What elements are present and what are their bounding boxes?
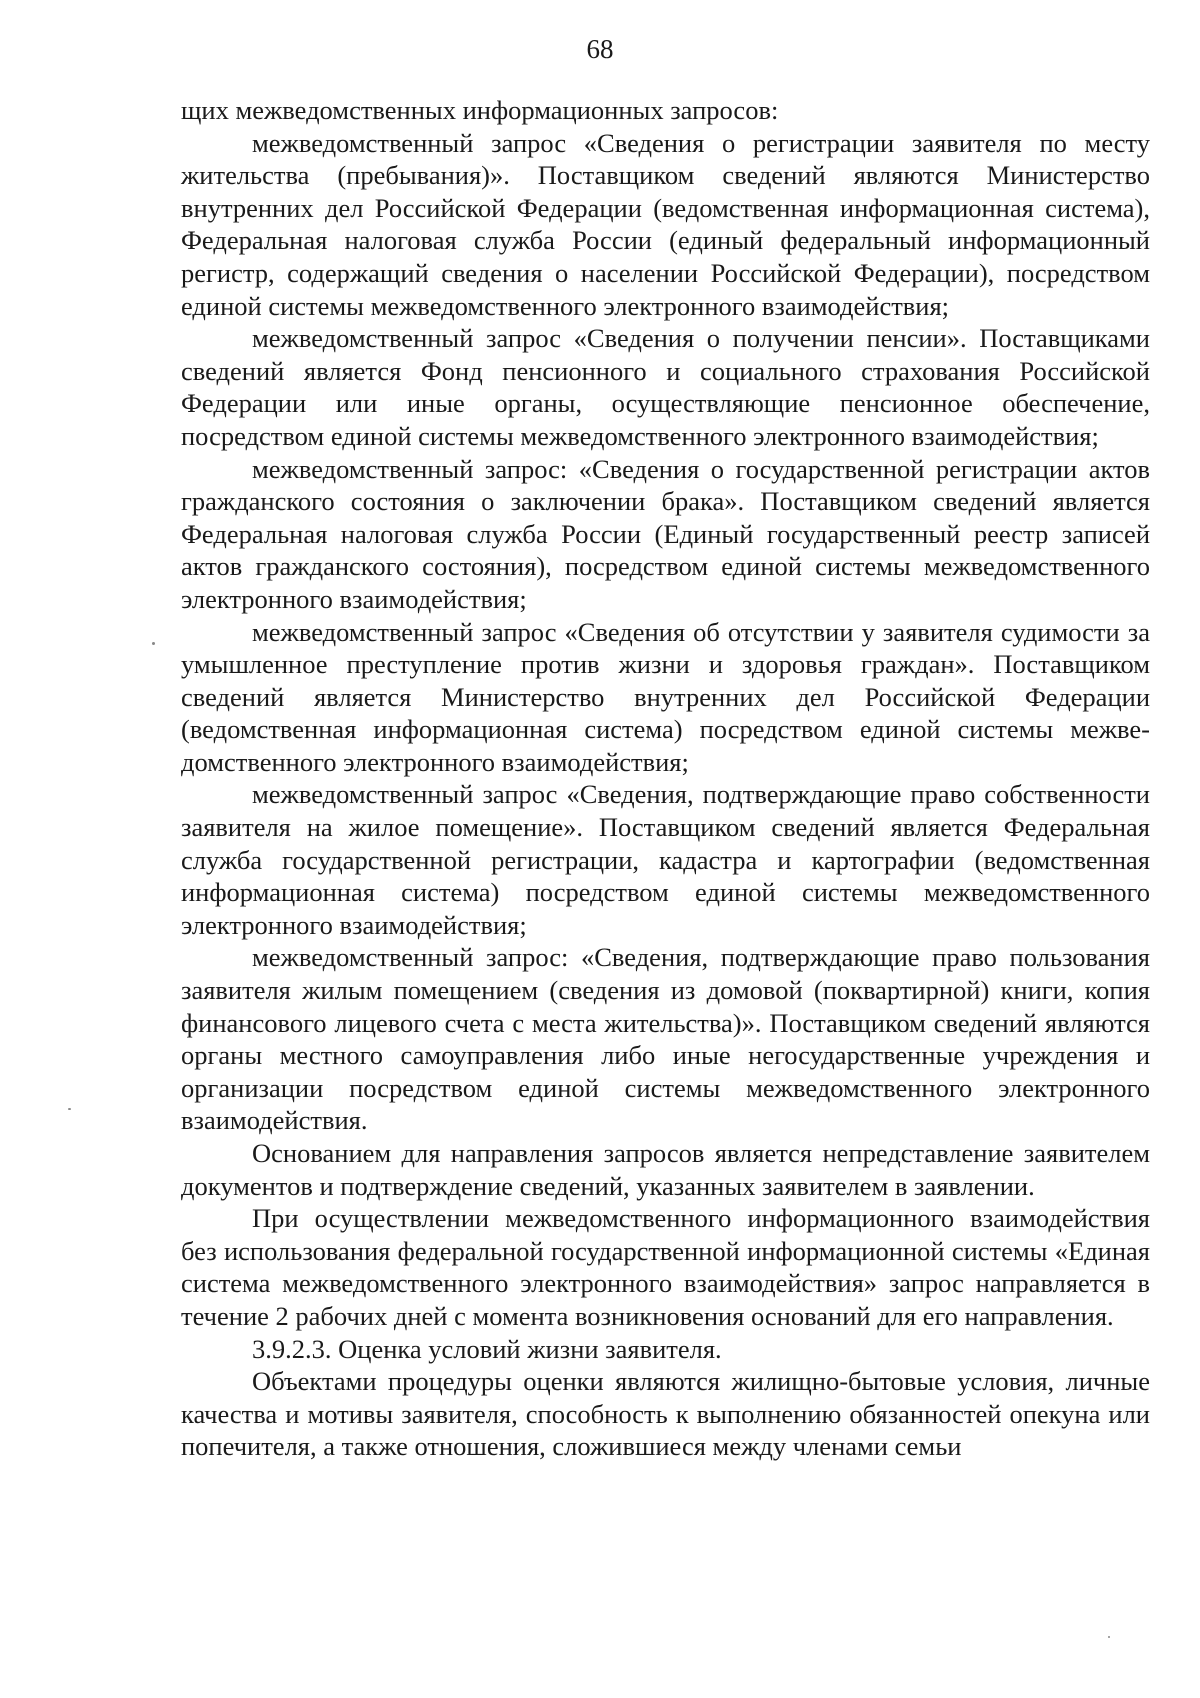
paragraph-grounds: Основанием для направления запросов является непредставление заявителем документов и подтверждение сведений, указанных заявителем в заявлении. xyxy=(181,1138,1150,1201)
paragraph-request-marriage: межведомственный запрос: «Сведения о государственной регистрации актов гражданского состояния о заключении брака». Поставщиком сведений является Федеральная налоговая служба России (Единый государственный реестр записей актов гражданского состояния), посредством единой системы межведомственного электронного взаимодействия; xyxy=(181,453,1150,614)
scan-speck xyxy=(1108,1636,1110,1638)
scan-speck xyxy=(68,1108,71,1110)
paragraph-assessment-objects: Объектами процедуры оценки являются жилищно-бытовые условия, личные качества и мотивы заявителя, способность к выполнению обязанностей опекуна или попечителя, а также отношения, сложившиеся между членами семьи xyxy=(181,1366,1150,1462)
page-number: 68 xyxy=(586,34,614,64)
paragraph-request-pension: межведомственный запрос «Сведения о получении пенсии». Поставщиками сведений является Фонд пенсионного и социального страхования Российской Федерации или иные органы, осуществляющие пенсионное обеспечение, посредством единой системы межведомственного электронного взаимодействия; xyxy=(181,323,1150,451)
paragraph-continuation: щих межведомственных информационных запросов: xyxy=(181,95,779,125)
paragraph-interaction-deadline: При осуществлении межведомственного информационного взаимодействия без использования федеральной государственной информационной системы «Единая система межведомственного электронного взаимодействия» запрос направляется в течение 2 рабочих дней с момента возникновения оснований для его направления. xyxy=(181,1203,1150,1331)
paragraph-request-ownership: межведомственный запрос «Сведения, подтверждающие право собственности заявителя на жилое помещение». Поставщиком сведений является Федеральная служба государственной регистрации, кадастра и картографии (ведомственная информационная система) посредством единой системы межведомственного электронного взаимодействия; xyxy=(181,779,1150,940)
section-heading-living-conditions: 3.9.2.3. Оценка условий жизни заявителя. xyxy=(252,1333,722,1364)
paragraph-request-usage-rights: межведомственный запрос: «Сведения, подтверждающие право пользования заявителя жилым помещением (сведения из домовой (поквартирной) книги, копия финансового лицевого счета с места жительства)». Поставщиком сведений являются органы местного самоуправления либо иные негосударственные учреждения и организации посредством единой системы межведомственного электронного взаимодействия. xyxy=(181,942,1150,1136)
paragraph-request-residence: межведомственный запрос «Сведения о регистрации заявителя по месту жительства (пребывания)». Поставщиком сведений являются Министерство внутренних дел Российской Федерации (ведомственная информационная система), Федеральная налоговая служба России (единый федеральный информационный регистр, содержащий сведения о населении Российской Федерации), посредством единой системы межведомственного электронного взаимодействия; xyxy=(181,127,1150,321)
document-body xyxy=(181,94,1150,1463)
paragraph-request-criminal-record: межведомственный запрос «Сведения об отсутствии у заявителя судимости за умышленное преступление против жизни и здоровья граждан». Поставщиком сведений является Министерство внутренних дел Российской Федерации (ведомственная информационная система) посредством единой системы межведомственного электронного взаимодействия; xyxy=(181,616,1150,777)
scan-speck xyxy=(152,642,155,645)
